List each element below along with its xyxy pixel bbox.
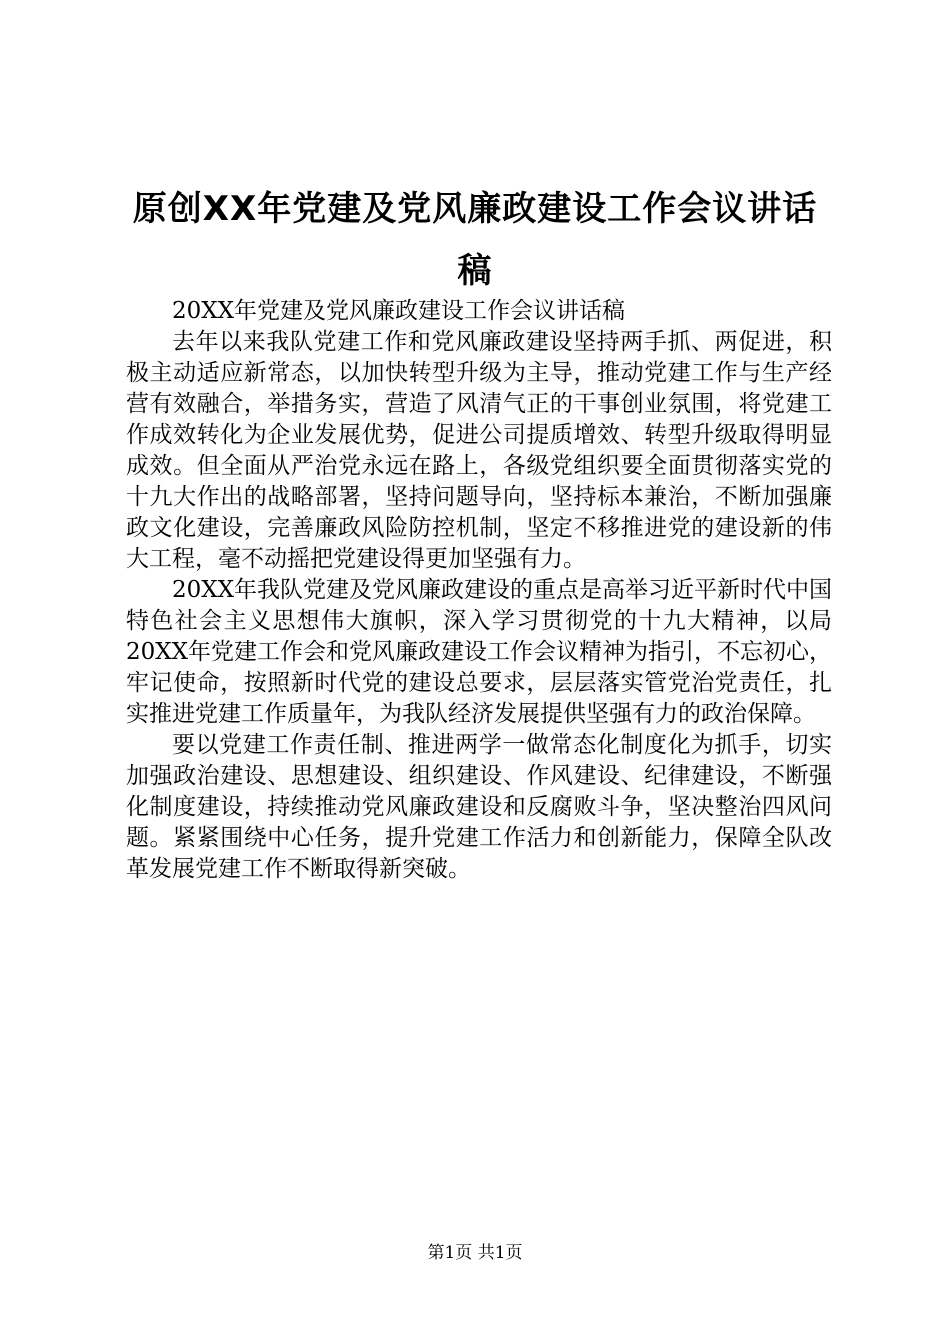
page-footer: 第1页 共1页	[427, 1243, 523, 1263]
paragraph-2: 20XX年我队党建及党风廉政建设的重点是高举习近平新时代中国特色社会主义思想伟大旗帜，深入学习贯彻党的十九大精神，以局20XX年党建工作会和党风廉政建设工作会议精神为指引，不忘初心，牢记使命，按照新时代党的建设总要求，层层落实管党治党责任，扎实推进党建工作质量年，为我队经济发展提供坚强有力的政治保障。	[126, 577, 833, 727]
document-title: 原创XX年党建及党风廉政建设工作会议讲话稿	[132, 189, 818, 291]
paragraph-1: 去年以来我队党建工作和党风廉政建设坚持两手抓、两促进，积极主动适应新常态，以加快转型升级为主导，推动党建工作与生产经营有效融合，举措务实，营造了风清气正的干事创业氛围，将党建工作成效转化为企业发展优势，促进公司提质增效、转型升级取得明显成效。但全面从严治党永远在路上，各级党组织要全面贯彻落实党的十九大作出的战略部署，坚持问题导向，坚持标本兼治，不断加强廉政文化建设，完善廉政风险防控机制，坚定不移推进党的建设新的伟大工程，毫不动摇把党建设得更加坚强有力。	[126, 329, 832, 572]
paragraph-3: 要以党建工作责任制、推进两学一做常态化制度化为抓手，切实加强政治建设、思想建设、组织建设、作风建设、纪律建设，不断强化制度建设，持续推动党风廉政建设和反腐败斗争，坚决整治四风问题。紧紧围绕中心任务，提升党建工作活力和创新能力，保障全队改革发展党建工作不断取得新突破。	[126, 732, 832, 882]
paragraph-subtitle: 20XX年党建及党风廉政建设工作会议讲话稿	[172, 298, 626, 324]
document-body	[126, 296, 832, 885]
